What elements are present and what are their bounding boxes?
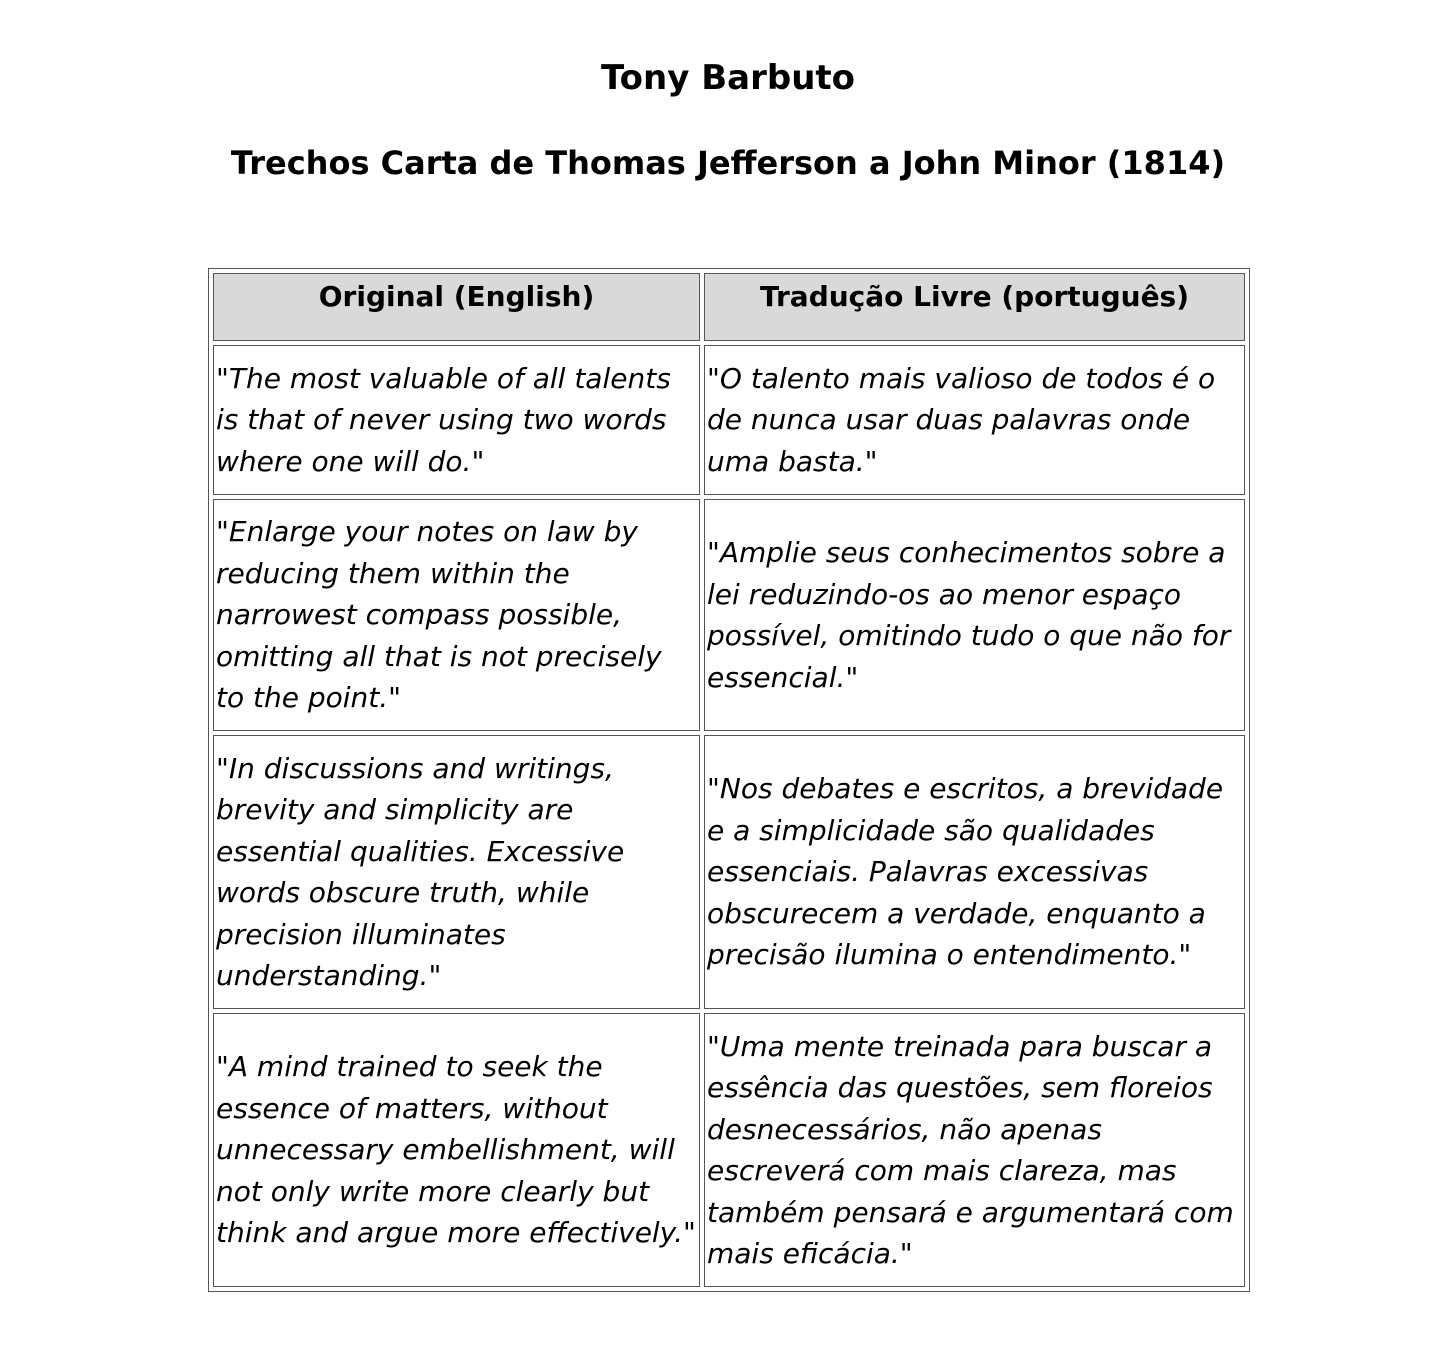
table-row	[213, 1013, 1245, 1287]
quote-original: "The most valuable of all talents is that of never using two words where one will do."	[213, 345, 700, 495]
quote-translation: "Uma mente treinada para buscar a essência das questões, sem floreios desnecessários, não apenas escreverá com mais clareza, mas também pensará e argumentará com mais eficácia."	[704, 1013, 1245, 1287]
page-subtitle: Trechos Carta de Thomas Jefferson a John Minor (1814)	[230, 144, 1226, 182]
quote-original: "A mind trained to seek the essence of matters, without unnecessary embellishment, will not only write more clearly but think and argue more effectively."	[213, 1013, 700, 1287]
quote-original: "In discussions and writings, brevity and simplicity are essential qualities. Excessive words obscure truth, while precision illuminates understanding."	[213, 735, 700, 1009]
table-row	[213, 735, 1245, 1009]
table-header-row	[213, 273, 1245, 341]
quote-original: "Enlarge your notes on law by reducing them within the narrowest compass possible, omitting all that is not precisely to the point."	[213, 499, 700, 731]
quotes-table	[208, 268, 1250, 1292]
quote-translation: "Amplie seus conhecimentos sobre a lei reduzindo-os ao menor espaço possível, omitindo tudo o que não for essencial."	[704, 499, 1245, 731]
header-translation: Tradução Livre (português)	[704, 273, 1245, 341]
header-original: Original (English)	[213, 273, 700, 341]
quote-translation: "O talento mais valioso de todos é o de nunca usar duas palavras onde uma basta."	[704, 345, 1245, 495]
quote-translation: "Nos debates e escritos, a brevidade e a simplicidade são qualidades essenciais. Palavras excessivas obscurecem a verdade, enquanto a precisão ilumina o entendimento."	[704, 735, 1245, 1009]
table-row	[213, 345, 1245, 495]
author-heading: Tony Barbuto	[600, 58, 856, 98]
table-row	[213, 499, 1245, 731]
